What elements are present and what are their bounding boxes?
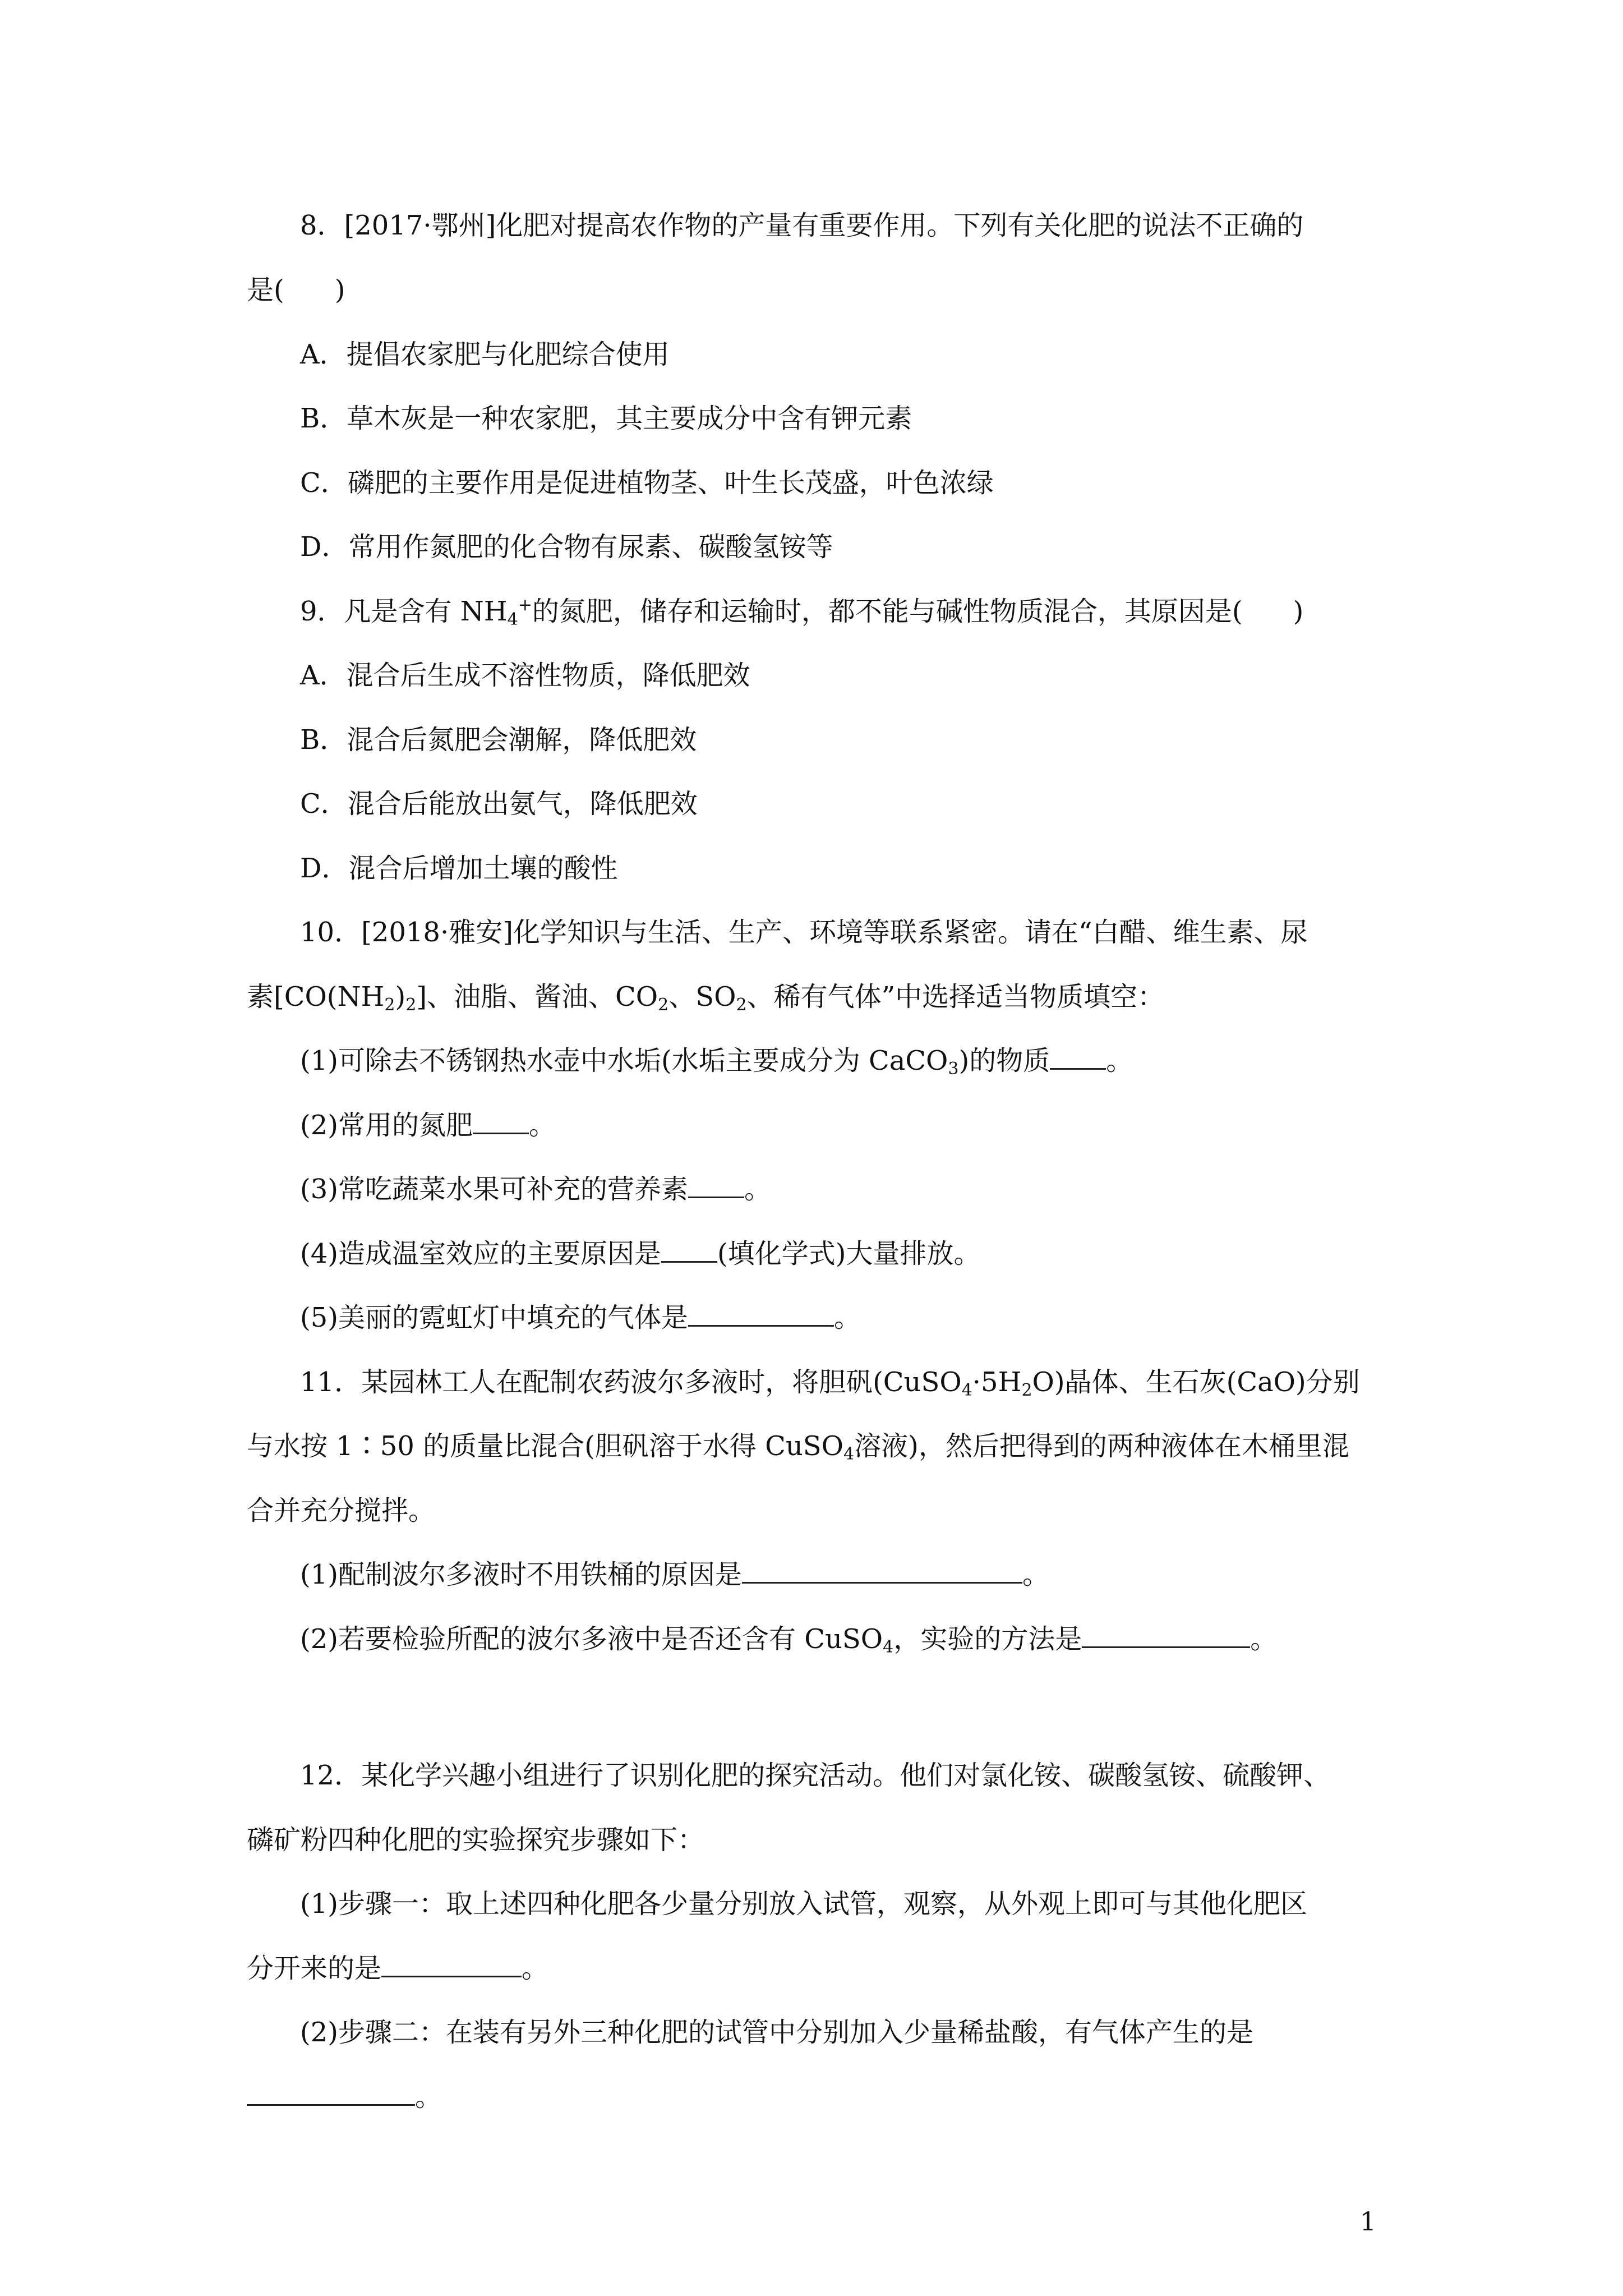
q9-stem-close: )	[1293, 596, 1304, 627]
q10-part2	[300, 1107, 556, 1143]
q10-p3-end: 。	[744, 1174, 772, 1205]
q10-l2-sub3: 2	[658, 995, 669, 1015]
q8-option-c: C．磷肥的主要作用是促进植物茎、叶生长茂盛，叶色浓绿	[300, 467, 994, 499]
q10-p4-pre: (4)造成温室效应的主要原因是	[300, 1238, 661, 1269]
q11-l2-b: 溶液)，然后把得到的两种液体在木桶里混	[854, 1430, 1349, 1462]
q11-part1	[300, 1557, 1049, 1593]
q11-l1-a: 11．某园林工人在配制农药波尔多液时，将胆矾(CuSO	[300, 1366, 962, 1398]
q10-l2-sub4: 2	[736, 995, 747, 1015]
q10-p2-pre: (2)常用的氮肥	[300, 1110, 473, 1141]
q12-p1-end: 。	[522, 1953, 549, 1984]
q10-l2-sub1: 2	[384, 995, 395, 1015]
q10-part5	[300, 1300, 861, 1336]
q10-stem-line2	[247, 979, 1164, 1015]
q12-part1-line1: (1)步骤一：取上述四种化肥各少量分别放入试管，观察，从外观上即可与其他化肥区	[300, 1888, 1307, 1920]
q12-part2-line1: (2)步骤二：在装有另外三种化肥的试管中分别加入少量稀盐酸，有气体产生的是	[300, 2017, 1253, 2048]
q10-p3-blank[interactable]	[688, 1172, 744, 1198]
q8-stem-pre: 是(	[247, 274, 284, 306]
q11-p1-end: 。	[1022, 1559, 1050, 1590]
q10-p4-blank[interactable]	[661, 1236, 717, 1263]
q12-stem-line1: 12．某化学兴趣小组进行了识别化肥的探究活动。他们对氯化铵、碳酸氢铵、硫酸钾、	[300, 1760, 1331, 1791]
q8-option-b: B．草木灰是一种农家肥，其主要成分中含有钾元素	[300, 403, 912, 434]
q10-l2-sub2: 2	[405, 995, 417, 1015]
q10-p5-pre: (5)美丽的霓虹灯中填充的气体是	[300, 1302, 688, 1333]
q11-p2-sub: 4	[883, 1637, 894, 1657]
q11-l1-sub2: 2	[1021, 1381, 1032, 1400]
q11-l1-sub1: 4	[961, 1381, 972, 1400]
q9-sub: 4	[507, 610, 518, 629]
q8-option-a: A．提倡农家肥与化肥综合使用	[300, 339, 670, 370]
q8-option-d: D．常用作氮肥的化合物有尿素、碳酸氢铵等	[300, 531, 833, 563]
q11-part2	[300, 1621, 1277, 1657]
q11-p1-blank[interactable]	[742, 1557, 1022, 1584]
q10-p1-pre: (1)可除去不锈钢热水壶中水垢(水垢主要成分为 CaCO	[300, 1045, 948, 1076]
q12-p1-blank[interactable]	[381, 1951, 522, 1977]
q8-stem-post: )	[334, 274, 345, 306]
q8-stem-line2	[247, 272, 345, 308]
q10-part1	[300, 1043, 1133, 1079]
q12-part1-line2	[247, 1950, 548, 1986]
q10-p2-end: 。	[529, 1110, 556, 1141]
q10-l2-c: ]、油脂、酱油、CO	[416, 981, 658, 1013]
q11-p2-post: ，实验的方法是	[893, 1623, 1082, 1655]
q12-p1-pre: 分开来的是	[247, 1953, 382, 1984]
page-number: 1	[1359, 2206, 1376, 2237]
q10-part3	[300, 1171, 771, 1207]
q10-p1-post: )的物质	[958, 1045, 1050, 1076]
q11-p2-blank[interactable]	[1082, 1622, 1250, 1648]
q8-stem-line1: 8．[2017·鄂州]化肥对提高农作物的产量有重要作用。下列有关化肥的说法不正确的	[300, 210, 1304, 241]
q9-option-d: D．混合后增加土壤的酸性	[300, 853, 618, 884]
q12-p2-blank[interactable]	[247, 2079, 415, 2106]
q10-l2-e: 、稀有气体”中选择适当物质填空：	[746, 981, 1165, 1013]
q10-p5-blank[interactable]	[688, 1300, 834, 1327]
q10-stem-line1: 10．[2018·雅安]化学知识与生活、生产、环境等联系紧密。请在“白醋、维生素、尿	[300, 917, 1308, 948]
q11-stem-line3: 合并充分搅拌。	[247, 1495, 436, 1526]
q10-p2-blank[interactable]	[473, 1108, 529, 1134]
q10-part4	[300, 1236, 980, 1272]
q11-p2-pre: (2)若要检验所配的波尔多液中是否还含有 CuSO	[300, 1623, 883, 1655]
q10-p3-pre: (3)常吃蔬菜水果可补充的营养素	[300, 1174, 688, 1205]
q9-option-b: B．混合后氮肥会潮解，降低肥效	[300, 724, 697, 756]
q9-stem	[300, 593, 1303, 629]
q11-l1-c: O)晶体、生石灰(CaO)分别	[1032, 1366, 1360, 1398]
q11-l2-a: 与水按 1∶50 的质量比混合(胆矾溶于水得 CuSO	[247, 1430, 843, 1462]
q11-l1-b: ·5H	[972, 1366, 1022, 1398]
q10-p5-end: 。	[834, 1302, 861, 1333]
q11-p2-end: 。	[1250, 1623, 1278, 1655]
q11-l2-sub1: 4	[843, 1444, 855, 1464]
q10-p1-blank[interactable]	[1050, 1043, 1106, 1070]
q11-stem-line1	[300, 1364, 1360, 1400]
q9-option-a: A．混合后生成不溶性物质，降低肥效	[300, 660, 750, 691]
q9-sup: +	[518, 595, 532, 615]
q11-stem-line2	[247, 1428, 1349, 1464]
q10-l2-d: 、SO	[668, 981, 736, 1013]
q9-stem-post: 的氮肥，储存和运输时，都不能与碱性物质混合，其原因是(	[532, 596, 1243, 627]
q11-p1-pre: (1)配制波尔多液时不用铁桶的原因是	[300, 1559, 742, 1590]
q9-stem-pre: 9．凡是含有 NH	[300, 596, 508, 627]
q12-stem-line2: 磷矿粉四种化肥的实验探究步骤如下：	[247, 1824, 705, 1856]
q12-p2-end: 。	[415, 2081, 442, 2113]
q12-part2-line2	[247, 2079, 442, 2115]
q10-p4-post: (填化学式)大量排放。	[717, 1238, 981, 1269]
q10-l2-a: 素[CO(NH	[247, 981, 385, 1013]
q10-l2-b: )	[395, 981, 406, 1013]
q9-option-c: C．混合后能放出氨气，降低肥效	[300, 788, 698, 820]
q10-p1-end: 。	[1106, 1045, 1133, 1076]
q10-p1-sub: 3	[948, 1059, 959, 1079]
